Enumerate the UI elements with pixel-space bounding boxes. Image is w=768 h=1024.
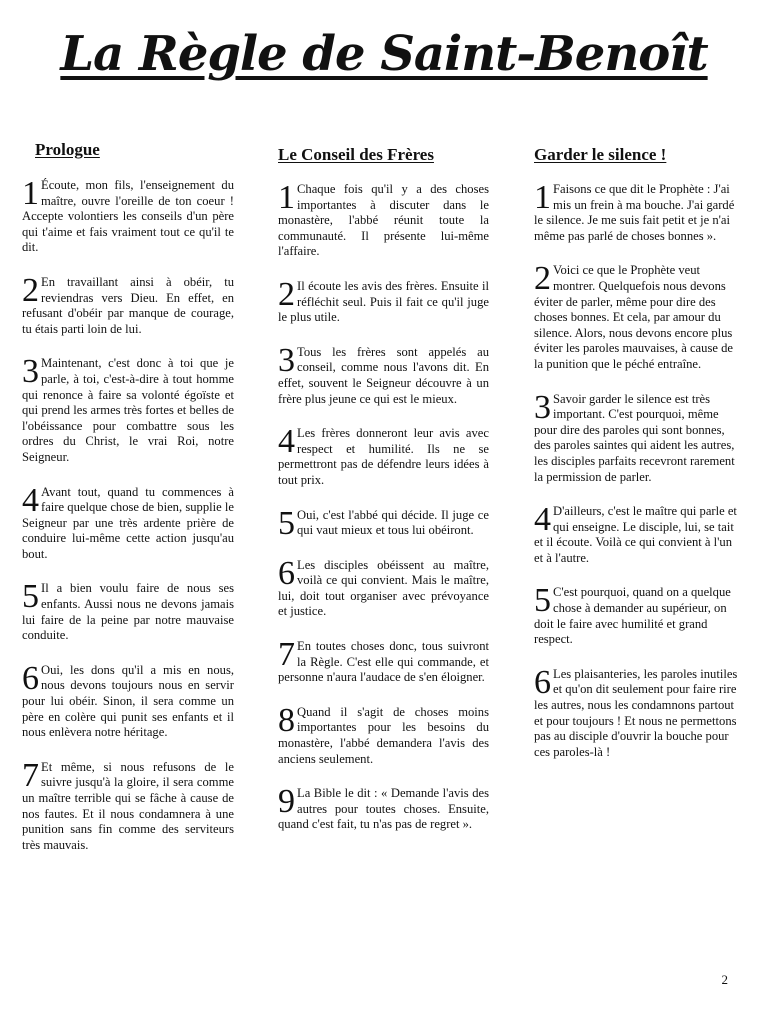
paragraph-text: Tous les frères sont appelés au conseil, comme nous l'avons dit. En effet, souvent le Seigneur découvre à un frère plus jeune ce qui est le mieux. <box>278 344 489 406</box>
paragraph <box>22 756 234 854</box>
paragraph-number: 9 <box>278 783 295 821</box>
paragraph-number: 8 <box>278 701 295 739</box>
document-title: La Règle de Saint-Benoît <box>60 26 708 82</box>
paragraph-text: En travaillant ainsi à obéir, tu reviendras vers Dieu. En effet, en refusant d'obéir par manque de courage, tu étais parti loin de lui. <box>22 274 234 336</box>
section-heading: Le Conseil des Frères <box>278 145 434 164</box>
paragraph-number: 6 <box>278 554 295 592</box>
paragraph <box>22 353 234 465</box>
paragraph <box>278 554 489 620</box>
paragraph-number: 1 <box>22 175 39 212</box>
paragraph <box>278 179 489 260</box>
paragraph-number: 3 <box>22 353 39 391</box>
paragraph-number: 2 <box>278 275 295 313</box>
paragraph-text: D'ailleurs, c'est le maître qui parle et qui enseigne. Le disciple, lui, se tait et il écoute. Voilà ce qui convient à l'un et à l'autre. <box>534 504 737 565</box>
paragraph <box>278 423 489 488</box>
paragraph <box>22 481 234 563</box>
paragraph-number: 5 <box>22 578 39 616</box>
paragraph <box>22 659 234 741</box>
paragraph <box>534 388 741 486</box>
paragraph <box>534 663 741 761</box>
paragraph-number: 1 <box>534 179 551 216</box>
paragraph-text: Avant tout, quand tu commences à faire quelque chose de bien, supplie le Seigneur par une très ardente prière de conduire lui-même cette action jusqu'au bout. <box>22 484 234 561</box>
paragraph-number: 4 <box>534 501 551 539</box>
paragraph <box>278 341 489 407</box>
paragraph <box>534 582 741 647</box>
column-garder-le-silence <box>534 140 741 779</box>
paragraph-text: Oui, c'est l'abbé qui décide. Il juge ce qui vaut mieux et tous lui obéiront. <box>297 507 489 538</box>
paragraph <box>22 578 234 643</box>
paragraph-text: Il a bien voulu faire de nous ses enfants. Aussi nous ne devons jamais lui faire de la peine par notre mauvaise conduite. <box>22 581 234 643</box>
paragraph-text: C'est pourquoi, quand on a quelque chose à demander au supérieur, on doit le faire avec humilité et grand respect. <box>534 585 731 647</box>
paragraph-text: Quand il s'agit de choses moins importantes pour les besoins du monastère, l'abbé demandera l'avis des anciens seulement. <box>278 704 489 766</box>
paragraph-number: 7 <box>278 636 295 674</box>
paragraph <box>278 275 489 326</box>
paragraph-number: 7 <box>22 756 39 794</box>
paragraph-text: Chaque fois qu'il y a des choses importantes à discuter dans le monastère, l'abbé réunit toute la communauté. Il présente lui-même l'affaire. <box>278 182 489 259</box>
paragraph-text: Les plaisanteries, les paroles inutiles et qu'on dit seulement pour faire rire les autres, nous les condamnons partout et pour toujours ! Et nous ne permettons pas au disciple d'ouvrir la bouche pour ces paroles-là ! <box>534 666 738 759</box>
paragraph-text: Voici ce que le Prophète veut montrer. Quelquefois nous devons éviter de parler, même pour dire des choses bonnes. Et cela, par amour du silence. Alors, nous devons encore plus éviter les paroles mauvaises, à cause de la punition que le péché entraîne. <box>534 263 733 371</box>
paragraph-text: Maintenant, c'est donc à toi que je parle, à toi, c'est-à-dire à tout homme qui renonce à faire sa volonté égoïste et qui prend les armes très fortes et belles de l'obéissance pour combattre sous les ordres du Christ, le vrai Roi, notre Seigneur. <box>22 356 234 464</box>
paragraph-text: Faisons ce que dit le Prophète : J'ai mis un frein à ma bouche. J'ai gardé le silence. Je me suis fait petit et je n'ai même pas parlé de choses bonnes ». <box>534 182 735 243</box>
paragraph-number: 2 <box>22 271 39 309</box>
page-number: 2 <box>721 972 728 987</box>
paragraph <box>534 501 741 566</box>
paragraph <box>278 504 489 542</box>
paragraph-number: 6 <box>534 663 551 701</box>
paragraph <box>278 783 489 833</box>
section-heading: Garder le silence ! <box>534 145 667 164</box>
paragraph-number: 1 <box>278 179 295 216</box>
paragraph-text: Les disciples obéissent au maître, voilà ce qui convient. Mais le maître, lui, doit tout organiser avec prévoyance et justice. <box>278 557 489 619</box>
paragraph-text: Les frères donneront leur avis avec respect et humilité. Ils ne se permettront pas de défendre leurs idées à tout prix. <box>278 426 489 487</box>
paragraph-text: Écoute, mon fils, l'enseignement du maître, ouvre l'oreille de ton coeur ! Accepte volontiers les conseils d'un père qui t'aime et fais vraiment tout ce qu'il te dit. <box>22 178 234 255</box>
paragraph-number: 6 <box>22 659 39 697</box>
paragraph-number: 5 <box>278 504 295 542</box>
paragraph-text: La Bible le dit : « Demande l'avis des autres pour toutes choses. Ensuite, quand c'est fait, tu n'as pas de regret ». <box>278 786 489 832</box>
paragraph-number: 4 <box>278 423 295 461</box>
paragraph-text: Il écoute les avis des frères. Ensuite il réfléchit seul. Puis il fait ce qu'il juge le plus utile. <box>278 278 489 325</box>
paragraph-text: Oui, les dons qu'il a mis en nous, nous devons toujours nous en servir pour lui obéir. Sinon, il sera comme un père en colère qui punit ses enfants et il nous enlèvera notre héritage. <box>22 662 234 740</box>
paragraph-text: Et même, si nous refusons de le suivre jusqu'à la gloire, il sera comme un maître terrible qui se fâche à cause de nos fautes. Et il nous condamnera à une punition sans fin comme des serviteurs très mauvais. <box>22 759 234 852</box>
column-prologue <box>22 140 234 872</box>
paragraph-number: 5 <box>534 582 551 620</box>
paragraph <box>534 179 741 244</box>
paragraph <box>278 701 489 767</box>
paragraph <box>278 636 489 686</box>
paragraph <box>534 260 741 372</box>
paragraph-number: 2 <box>534 260 551 298</box>
paragraph <box>22 271 234 337</box>
section-heading: Prologue <box>35 140 100 159</box>
paragraph-number: 3 <box>278 341 295 379</box>
column-conseil-des-freres <box>278 140 489 852</box>
paragraph-text: En toutes choses donc, tous suivront la Règle. C'est elle qui commande, et personne n'aura l'audace de s'en éloigner. <box>278 639 489 685</box>
paragraph-text: Savoir garder le silence est très important. C'est pourquoi, même pour dire des paroles qui sont bonnes, des paroles saintes qui aident les autres, les disciples parfaits recevront rarement la permission de parler. <box>534 391 735 484</box>
paragraph <box>22 175 234 256</box>
paragraph-number: 4 <box>22 481 39 519</box>
paragraph-number: 3 <box>534 388 551 426</box>
